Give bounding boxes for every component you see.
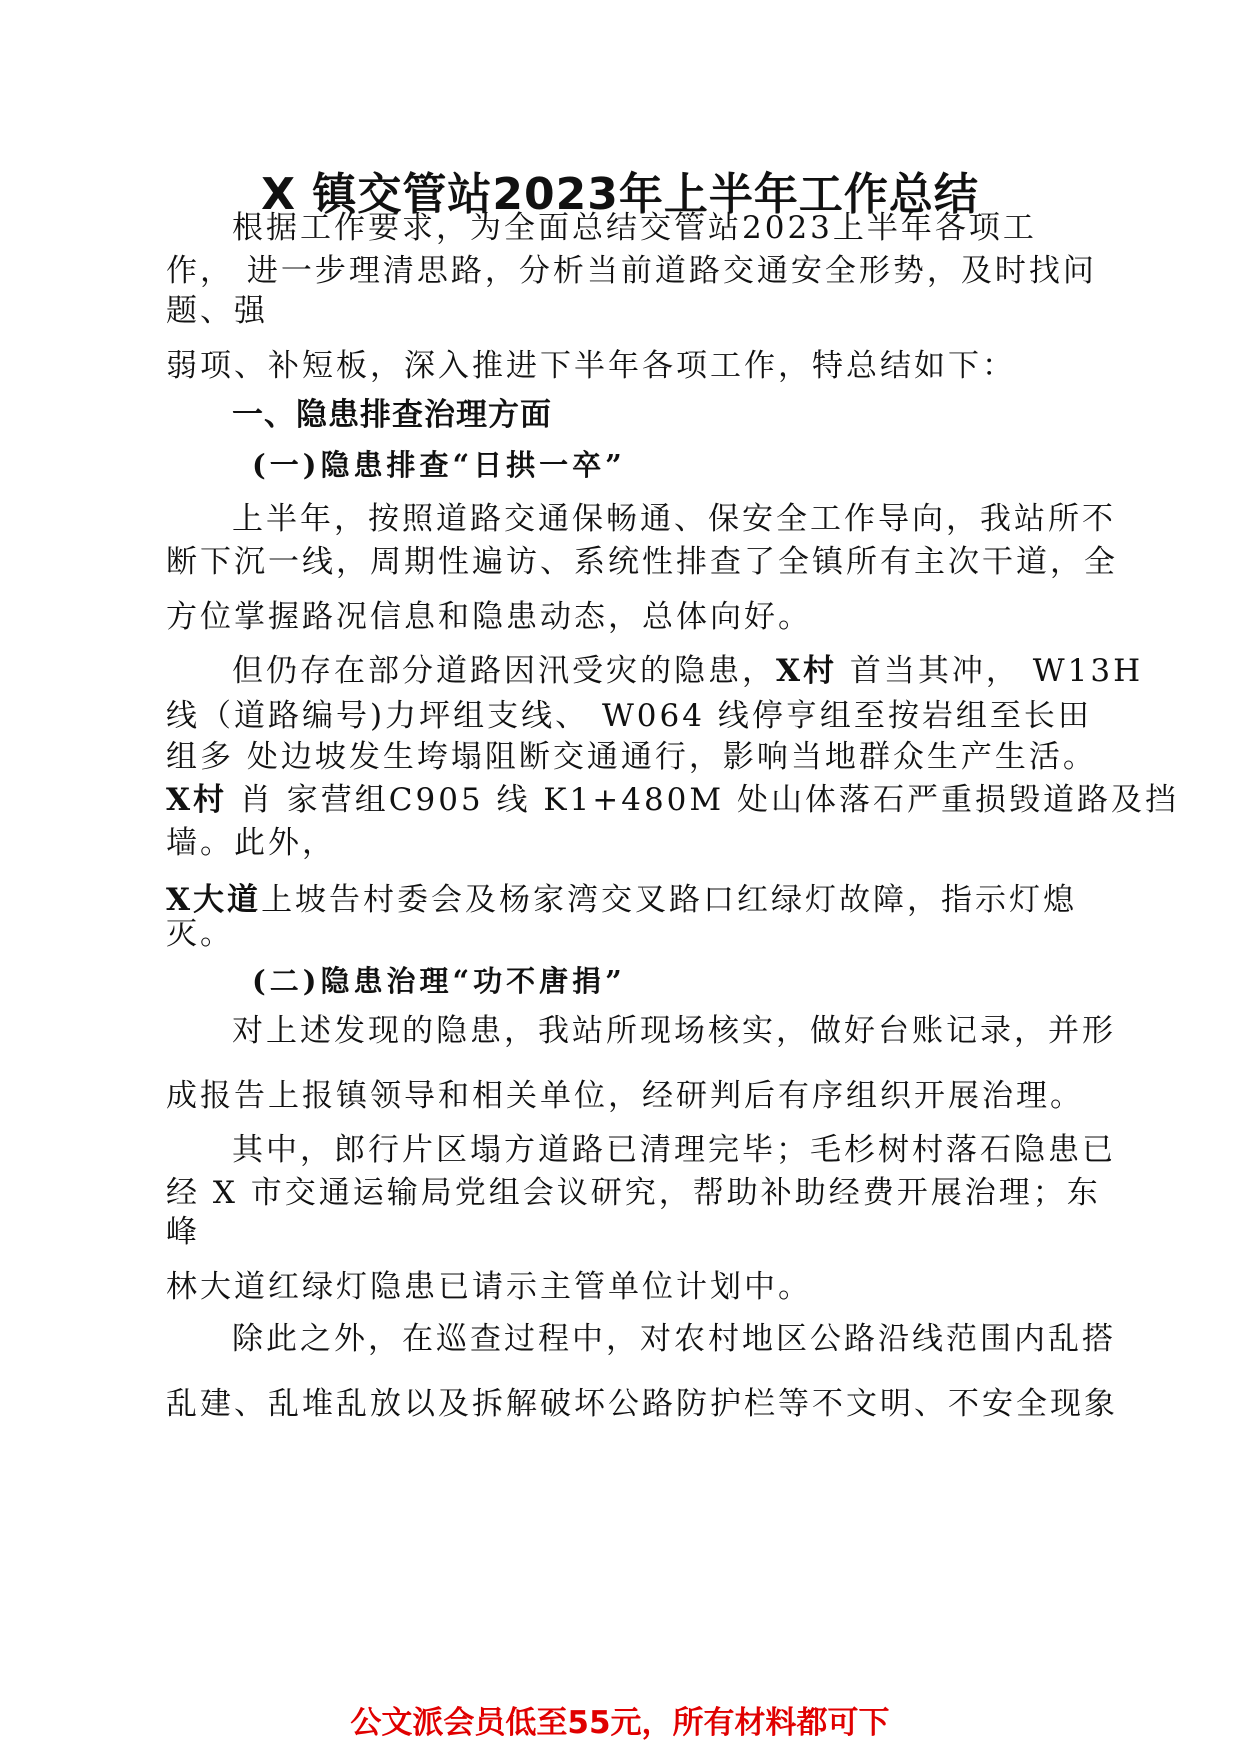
text-run: 肖 家营组C905 线 K1+480M 处山体落石严重损毁道路及挡 [227, 782, 1179, 818]
paragraph-line: 墙。此外， [166, 825, 336, 861]
intro-line-4: 弱项、补短板，深入推进下半年各项工作，特总结如下： [166, 348, 1016, 384]
bold-road-name: X大道 [166, 882, 262, 918]
paragraph-line: 经 X 市交通运输局党组会议研究，帮助补助经费开展治理；东 [166, 1175, 1101, 1211]
paragraph-line: 除此之外，在巡查过程中，对农村地区公路沿线范围内乱搭 [232, 1321, 1116, 1357]
subsection-heading-1: (一)隐患排查“日拱一卒” [252, 448, 626, 482]
paragraph-line [166, 780, 1179, 820]
intro-line-2: 作， 进一步理清思路，分析当前道路交通安全形势，及时找问 [166, 253, 1097, 289]
paragraph-line: 其中，郎行片区塌方道路已清理完毕；毛杉树村落石隐患已 [232, 1132, 1116, 1168]
paragraph-line: 灭。 [166, 916, 234, 952]
paragraph-line: 林大道红绿灯隐患已请示主管单位计划中。 [166, 1269, 812, 1305]
paragraph-line [232, 651, 1162, 691]
intro-line-1: 根据工作要求，为全面总结交管站2023上半年各项工 [232, 210, 1037, 246]
paragraph-line: 峰 [166, 1214, 200, 1250]
paragraph-line: 组多 处边坡发生垮塌阻断交通通行，影响当地群众生产生活。 [166, 739, 1097, 775]
promo-footer: 公文派会员低至55元，所有材料都可下 [350, 1705, 890, 1741]
paragraph-line: 断下沉一线，周期性遍访、系统性排查了全镇所有主次干道，全 [166, 544, 1118, 580]
paragraph-line: 上半年，按照道路交通保畅通、保安全工作导向，我站所不 [232, 501, 1116, 537]
bold-village-name: X村 [166, 782, 228, 818]
bold-village-name: X村 [776, 653, 838, 689]
paragraph-line: 方位掌握路况信息和隐患动态，总体向好。 [166, 599, 812, 635]
section-heading-1: 一、隐患排查治理方面 [232, 397, 552, 433]
text-run: 上坡告村委会及杨家湾交叉路口红绿灯故障，指示灯熄 [261, 882, 1078, 918]
text-run: 首当其冲， W13H [837, 653, 1144, 689]
subsection-heading-2: (二)隐患治理“功不唐捐” [252, 964, 626, 998]
intro-line-3: 题、强 [166, 293, 268, 329]
document-title: X 镇交管站2023年上半年工作总结 [261, 169, 979, 220]
paragraph-line: 对上述发现的隐患，我站所现场核实，做好台账记录，并形 [232, 1013, 1116, 1049]
paragraph-line: 线（道路编号)力坪组支线、 W064 线停亨组至按岩组至长田 [166, 698, 1092, 734]
paragraph-line: 成报告上报镇领导和相关单位，经研判后有序组织开展治理。 [166, 1078, 1084, 1114]
text-run: 但仍存在部分道路因汛受灾的隐患， [232, 653, 776, 689]
paragraph-line: 乱建、乱堆乱放以及拆解破坏公路防护栏等不文明、不安全现象 [166, 1386, 1118, 1422]
